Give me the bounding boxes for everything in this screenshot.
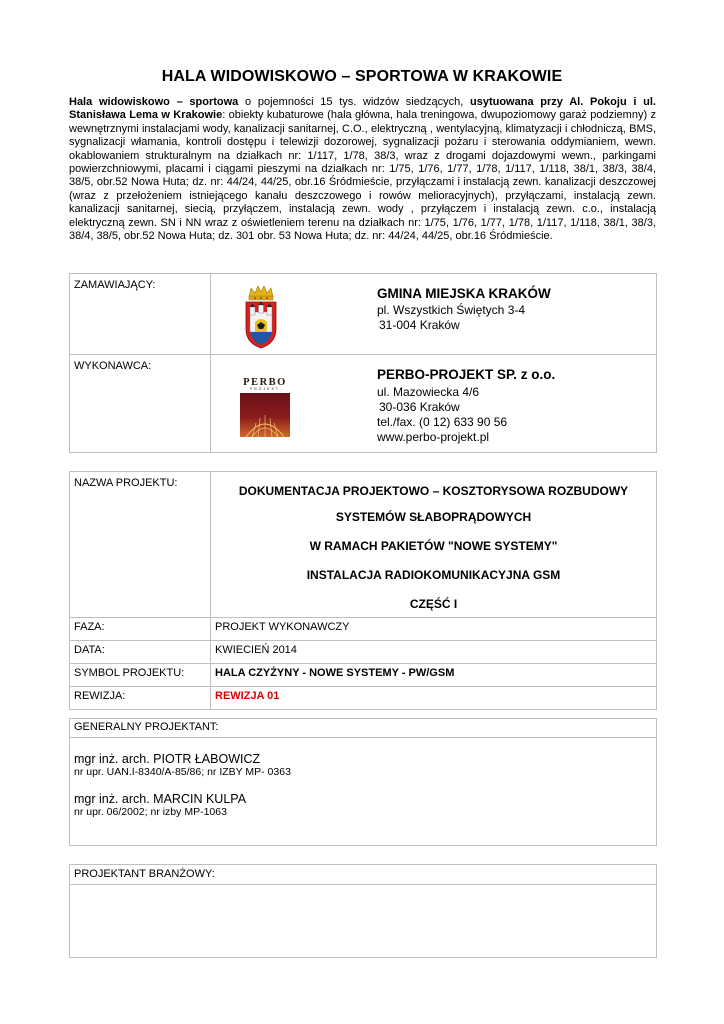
phase-label: FAZA: (70, 618, 211, 641)
contractor-cell (211, 355, 657, 453)
branch-designer-label: PROJEKTANT BRANŻOWY: (74, 868, 215, 880)
client-name: GMINA MIEJSKA KRAKÓW (377, 286, 551, 301)
project-name-cell (211, 472, 657, 618)
branch-designer-cell (70, 865, 657, 958)
project-name-label: NAZWA PROJEKTU: (70, 472, 211, 618)
perbo-logo-text: PERBO (243, 377, 287, 388)
project-description (69, 96, 656, 243)
general-designer-table (69, 718, 657, 846)
general-designer-cell (70, 719, 657, 846)
branch-designer-table (69, 864, 657, 958)
revision-label: REWIZJA: (70, 687, 211, 710)
client-address-line-1: pl. Wszystkich Świętych 3-4 (377, 303, 526, 317)
project-name-line: W RAMACH PAKIETÓW "NOWE SYSTEMY" (309, 539, 558, 553)
intro-text-2: : obiekty kubaturowe (hala główna, hala treningowa, dwupoziomowy garaż podziemny) z wewnętrznymi instalacjami wody, kanalizacji sanitarnej, C.O., elektryczną , wentylacyjną, klimatyzacji i chłodniczą, BMS, sygnalizacji włamania, kontroli dostępu i telewizji dozorowej, sygnalizacji pożaru i sterowania oddymianiem, wewn. okablowaniem strukturalnym na działkach nr: 1/117, 1/78, 38/3, wraz z drogami dojazdowymi wewn., parkingami powierzchniowymi, placami i ciągami pieszymi na działkach nr: 1/75, 1/76, 1/77, 1/78, 1/117, 1/118, 38/1, 38/3, 38/4, 38/5, obr.52 Nowa Huta; dz. nr: 44/24, 44/25, obr.16 Śródmieście, przyłączami i instalacją zewn. kanalizacji deszczowej (wraz z przełożeniem istniejącego kanału deszczowego i rowów melioracyjnych), przyłączami, instalacją zewn. kanalizacji sanitarnej, siecią, przyłączem, instalacją zewn. wody , przyłączem i instalacją zewn. c.o., instalacją elektryczną zewn. SN i NN wraz z oświetleniem terenu na działkach nr: 1/75, 1/76, 1/77, 1/78, 1/117, 1/118, 38/1, 38/3, 38/4, 38/5, obr.52 Nowa Huta; dz. 301 obr. 53 Nowa Huta; dz. nr: 44/24, 44/25, obr.16 Śródmieście. (69, 109, 656, 243)
perbo-logo-subtext: PROJEKT (249, 387, 281, 391)
client-label: ZAMAWIAJĄCY: (70, 274, 211, 355)
contractor-address-line-2: 30-036 Kraków (379, 400, 460, 414)
intro-bold-2: usytuowana przy Al. Pokoju i ul. Stanisława Lema w Krakowie (69, 96, 656, 122)
date-value: KWIECIEŃ 2014 (211, 641, 657, 664)
contractor-phone: tel./fax. (0 12) 633 90 56 (377, 415, 508, 429)
perbo-logo-graphic (240, 393, 290, 437)
project-name-line: SYSTEMÓW SŁABOPRĄDOWYCH (335, 510, 532, 524)
designer-name: mgr inż. arch. MARCIN KULPA (74, 792, 247, 806)
project-name-line: DOKUMENTACJA PROJEKTOWO – KOSZTORYSOWA ROZBUDOWY (238, 484, 629, 498)
intro-bold-1: Hala widowiskowo – sportowa (69, 96, 239, 108)
project-name-line: CZĘŚĆ I (409, 597, 458, 611)
project-name-line: INSTALACJA RADIOKOMUNIKACYJNA GSM (306, 568, 561, 582)
date-label: DATA: (70, 641, 211, 664)
designer-license: nr upr. UAN.I-8340/A-85/86; nr IZBY MP- 0363 (74, 766, 291, 778)
project-name (211, 472, 656, 617)
krakow-coat-of-arms-icon (244, 285, 278, 349)
contractor-label: WYKONAWCA: (70, 355, 211, 453)
perbo-logo-icon (240, 377, 290, 437)
phase-value: PROJEKT WYKONAWCZY (211, 618, 657, 641)
designer-license: nr upr. 06/2002; nr izby MP-1063 (74, 806, 227, 818)
intro-text-1: o pojemności 15 tys. widzów siedzących, (238, 96, 470, 108)
general-designer-label: GENERALNY PROJEKTANT: (74, 721, 219, 733)
client-address-line-2: 31-004 Kraków (379, 318, 460, 332)
designer-name: mgr inż. arch. PIOTR ŁABOWICZ (74, 752, 261, 766)
symbol-label: SYMBOL PROJEKTU: (70, 664, 211, 687)
contractor-address-line-1: ul. Mazowiecka 4/6 (377, 385, 480, 399)
symbol-value: HALA CZYŻYNY - NOWE SYSTEMY - PW/GSM (211, 664, 657, 687)
contractor-website: www.perbo-projekt.pl (377, 430, 490, 444)
contractor-name: PERBO-PROJEKT SP. z o.o. (377, 367, 556, 382)
document-title: HALA WIDOWISKOWO – SPORTOWA W KRAKOWIE (161, 68, 563, 85)
parties-table (69, 273, 657, 453)
client-cell (211, 274, 657, 355)
project-info-table (69, 471, 657, 710)
revision-value: REWIZJA 01 (211, 687, 657, 710)
